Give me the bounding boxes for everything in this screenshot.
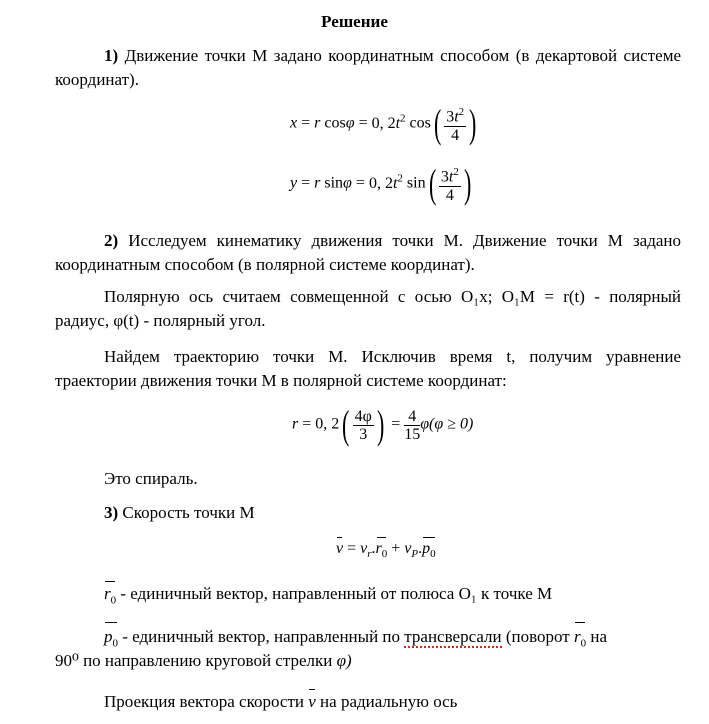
paragraph-8: $p_0$ - единичный вектор, направленный по трансверсали (поворот $r_0$ на bbox=[104, 625, 681, 655]
page-title: Решение bbox=[321, 12, 388, 31]
paragraph-8-line2: 90⁰ по направлению круговой стрелки φ) bbox=[55, 651, 352, 670]
paragraph-2-number: 2) bbox=[104, 231, 119, 250]
paragraph-6-number: 3) bbox=[104, 503, 119, 522]
paragraph-1-text: Движение точки М задано координатным способом (в декартовой системе координат). bbox=[55, 46, 682, 89]
paragraph-2 bbox=[55, 229, 681, 277]
equation-y: y = r sinφ = 0, $2t^2$ sin( $\frac{3t^2}{4}$ ) bbox=[290, 161, 472, 206]
equation-velocity: $v = v_r.r_0 + v_P.p_0$ bbox=[336, 540, 436, 561]
spellcheck-word: трансверсали bbox=[404, 627, 502, 646]
paragraph-3: Полярную ось считаем совмещенной с осью O₁x; O₁M = r(t) - полярный радиус, φ(t) - полярный угол. bbox=[55, 287, 681, 330]
paragraph-9: Проекция вектора скорости v на радиальную ось bbox=[104, 692, 458, 711]
paragraph-1 bbox=[55, 44, 681, 92]
equation-x: x = r cosφ = 0, $2t^2$ cos( $\frac{3t^2}{4}$ ) bbox=[290, 101, 477, 146]
paragraph-7: $r_0$ - единичный вектор, направленный от полюса О₁ к точке М bbox=[104, 584, 553, 607]
paragraph-2-text: Исследуем кинематику движения точки М. Движение точки М задано координатным способом (в полярной системе координат). bbox=[55, 231, 681, 274]
paragraph-6 bbox=[104, 503, 255, 523]
paragraph-5: Это спираль. bbox=[104, 469, 198, 488]
paragraph-1-number: 1) bbox=[104, 46, 119, 65]
equation-trajectory: r = 0, 2( $\frac{4\varphi}{3}$ ) = $\frac{4}{15}$ φ(φ ≥ 0) bbox=[292, 402, 474, 447]
paragraph-6-text: Скорость точки М bbox=[122, 503, 255, 522]
paragraph-4: Найдем траекторию точки М. Исключив время t, получим уравнение траектории движения точки М в полярной системе координат: bbox=[55, 347, 681, 390]
